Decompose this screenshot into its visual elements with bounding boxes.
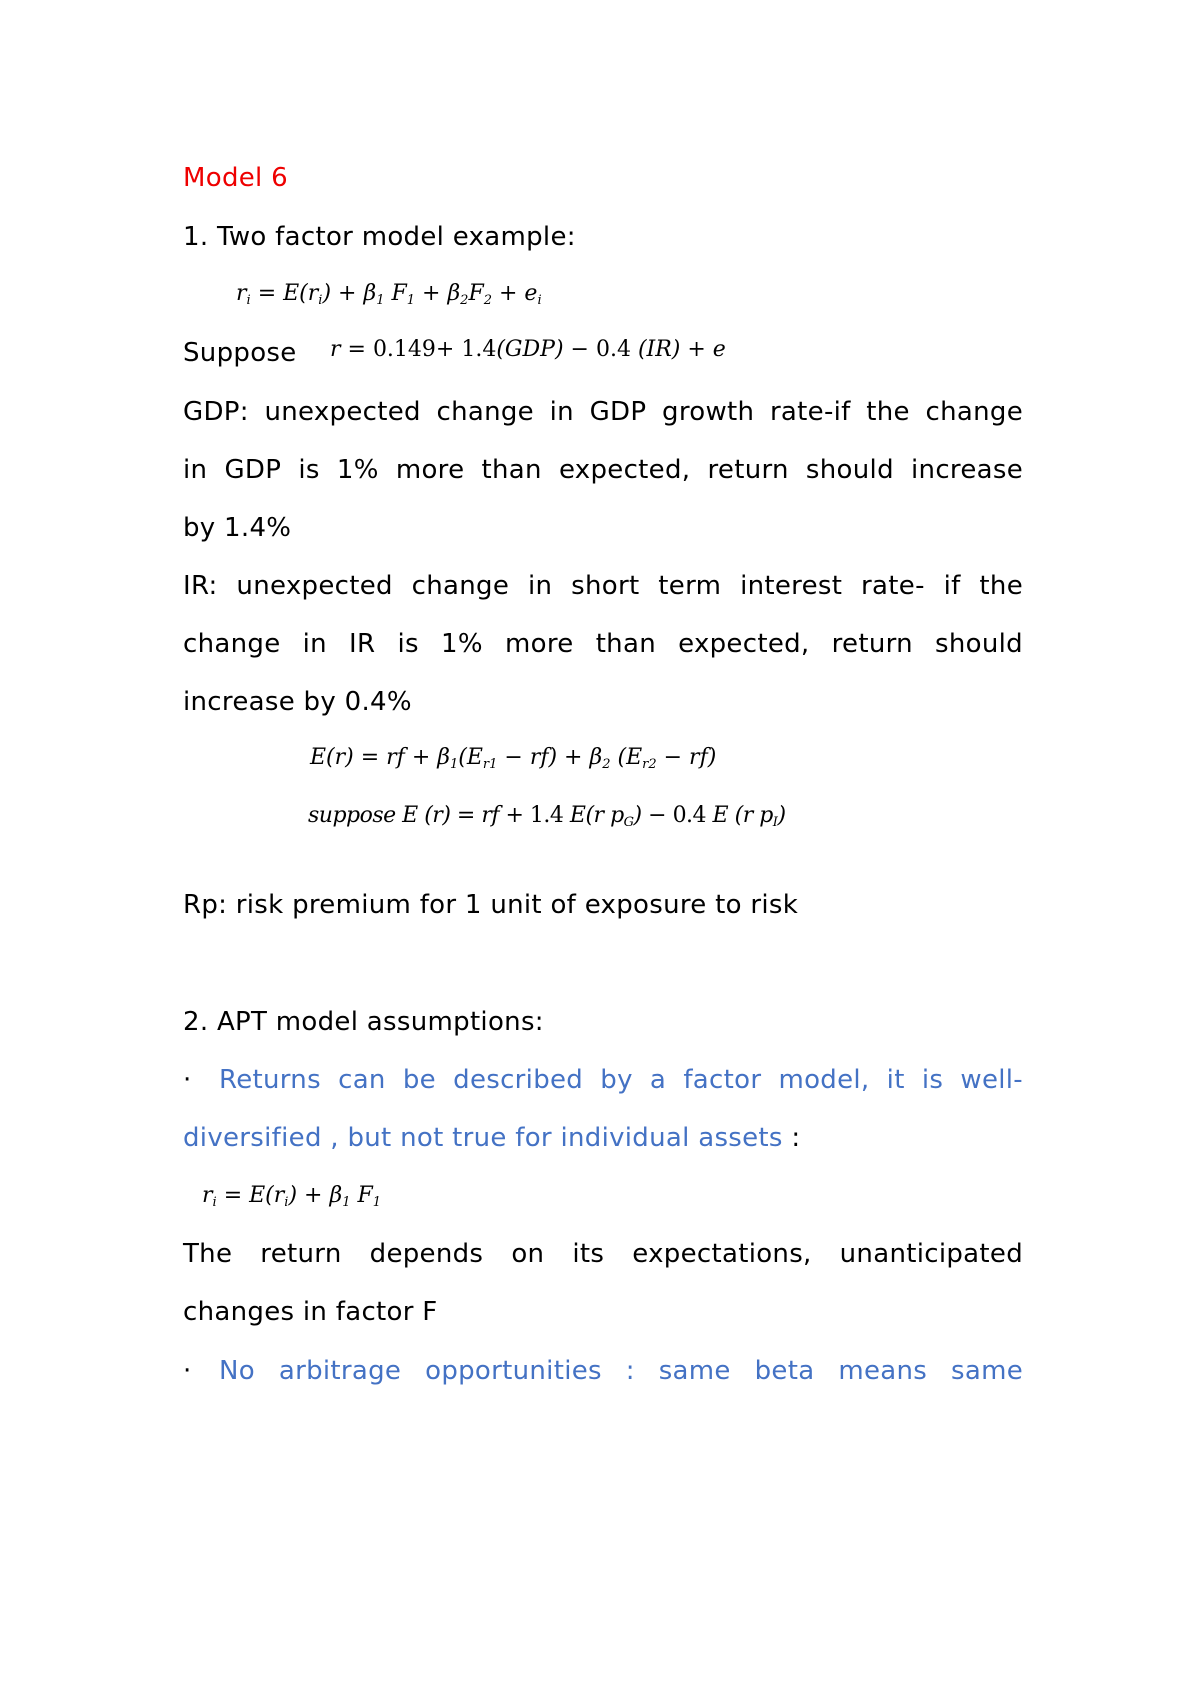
bullet-1-colon: : [782, 1123, 801, 1153]
return-description-line-1: The return depends on its expectations, unanticipated [183, 1239, 1023, 1269]
bullet-2-text-1: No arbitrage opportunities : same beta means same [219, 1356, 1023, 1386]
bullet-2-line-1 [183, 1356, 1023, 1386]
bullet-1-text-1: Returns can be described by a factor model, it is well- [219, 1065, 1023, 1095]
bullet-1-text-2: diversified , but not true for individual assets [183, 1123, 783, 1153]
risk-premium-definition: Rp: risk premium for 1 unit of exposure to risk [183, 890, 799, 920]
bullet-1-line-1 [183, 1065, 1023, 1095]
equation-apt-expected-return: E(r) = rf + $\beta_1(E_{r1} - rf) + \beta_2$ $(E_{r2} - rf)$ [310, 745, 717, 772]
gdp-description-line-1: GDP: unexpected change in GDP growth rate-if the change [183, 397, 1023, 427]
equation-single-factor: $r_i = E(r_i) + \beta_1$ $F_1$ [202, 1183, 382, 1210]
gdp-description-line-3: by 1.4% [183, 513, 292, 543]
ir-description-line-1: IR: unexpected change in short term interest rate- if the [183, 571, 1023, 601]
bullet-dot: · [183, 1356, 192, 1386]
equation-suppose: r = 0.149+ 1.4(GDP) − 0.4 (IR) + e [330, 337, 726, 362]
bullet-dot: · [183, 1065, 192, 1095]
section-2-title: 2. APT model assumptions: [183, 1007, 544, 1037]
equation-suppose-expected-return: suppose E (r) = rf + 1.4 E(r $p_G) - 0.4$ E (r $p_I$) [308, 803, 786, 830]
equation-two-factor-model: $r_i = E(r_i) + \beta_1$ $F_1 + \beta_2F_2 + e_i$ [236, 281, 542, 308]
page-heading: Model 6 [183, 163, 288, 193]
gdp-description-line-2: in GDP is 1% more than expected, return should increase [183, 455, 1023, 485]
section-1-title: 1. Two factor model example: [183, 222, 576, 252]
return-description-line-2: changes in factor F [183, 1297, 438, 1327]
ir-description-line-2: change in IR is 1% more than expected, return should [183, 629, 1023, 659]
ir-description-line-3: increase by 0.4% [183, 687, 412, 717]
suppose-label: Suppose [183, 338, 297, 368]
bullet-1-line-2 [183, 1123, 1023, 1153]
